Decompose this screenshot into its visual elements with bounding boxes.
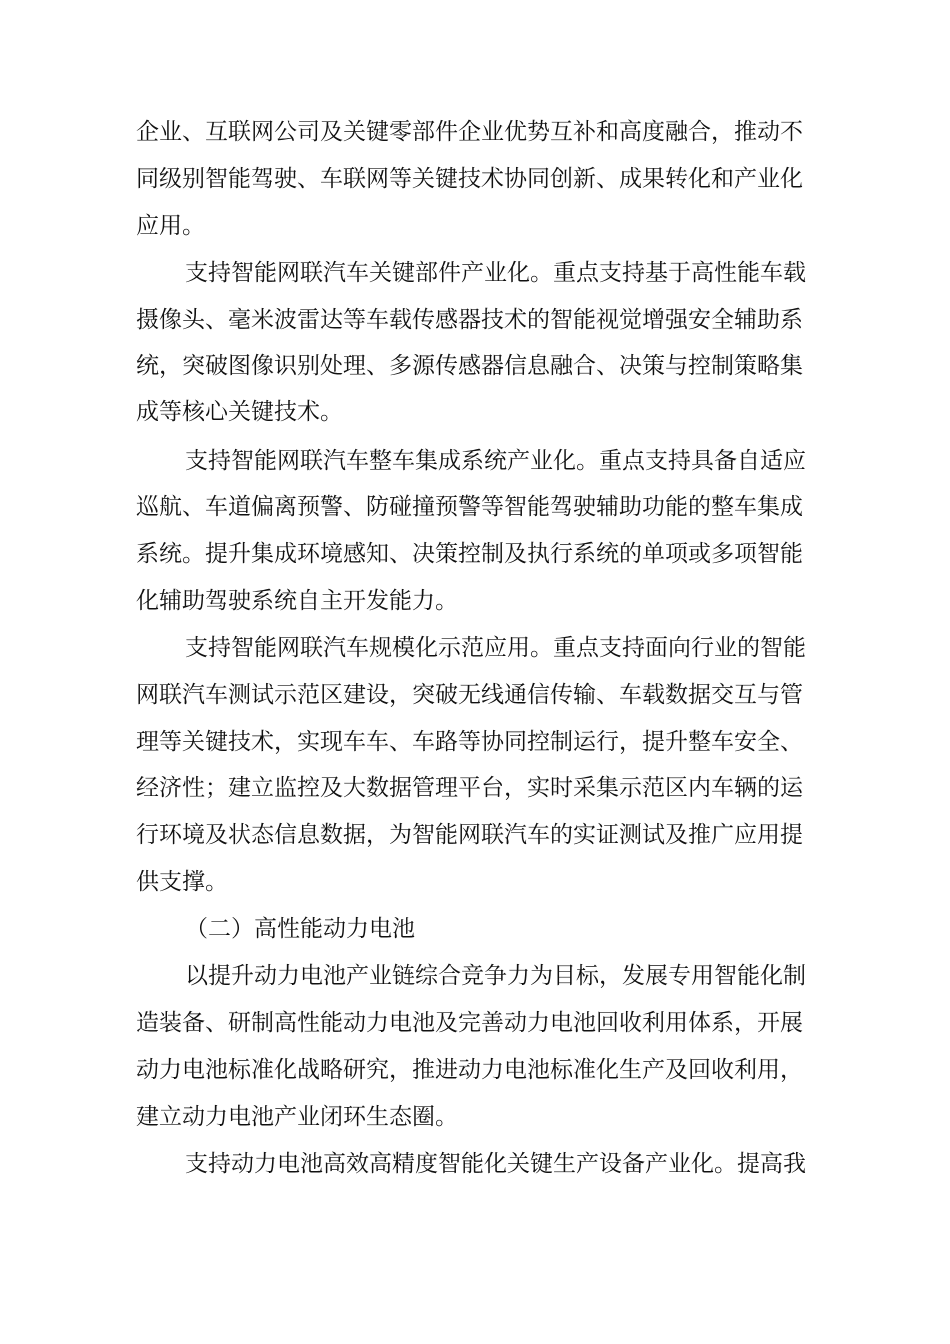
text-line: 企业、互联网公司及关键零部件企业优势互补和高度融合，推动不 xyxy=(136,119,803,145)
text-line: 化辅助驾驶系统自主开发能力。 xyxy=(136,588,458,614)
text-line: 支持智能网联汽车关键部件产业化。重点支持基于高性能车载 xyxy=(185,260,806,286)
text-line: 支持智能网联汽车整车集成系统产业化。重点支持具备自适应 xyxy=(185,448,806,474)
text-line: 供支撑。 xyxy=(136,869,228,895)
text-line: 动力电池标准化战略研究，推进动力电池标准化生产及回收利用， xyxy=(136,1057,803,1083)
text-line: 支持动力电池高效高精度智能化关键生产设备产业化。提高我 xyxy=(185,1151,806,1177)
text-line: 应用。 xyxy=(136,213,205,239)
text-line: 网联汽车测试示范区建设，突破无线通信传输、车载数据交互与管 xyxy=(136,682,803,708)
text-line: 行环境及状态信息数据，为智能网联汽车的实证测试及推广应用提 xyxy=(136,822,803,848)
text-line: 成等核心关键技术。 xyxy=(136,399,343,425)
section-heading: （二）高性能动力电池 xyxy=(185,916,415,942)
text-line: 同级别智能驾驶、车联网等关键技术协同创新、成果转化和产业化 xyxy=(136,166,803,192)
text-line: 理等关键技术，实现车车、车路等协同控制运行，提升整车安全、 xyxy=(136,729,803,755)
text-line: 巡航、车道偏离预警、防碰撞预警等智能驾驶辅助功能的整车集成 xyxy=(136,494,803,520)
text-line: 支持智能网联汽车规模化示范应用。重点支持面向行业的智能 xyxy=(185,635,806,661)
text-line: 建立动力电池产业闭环生态圈。 xyxy=(136,1104,458,1130)
text-line: 系统。提升集成环境感知、决策控制及执行系统的单项或多项智能 xyxy=(136,541,803,567)
text-line: 摄像头、毫米波雷达等车载传感器技术的智能视觉增强安全辅助系 xyxy=(136,307,803,333)
text-line: 经济性；建立监控及大数据管理平台，实时采集示范区内车辆的运 xyxy=(136,775,803,801)
text-line: 造装备、研制高性能动力电池及完善动力电池回收利用体系，开展 xyxy=(136,1010,803,1036)
text-line: 统，突破图像识别处理、多源传感器信息融合、决策与控制策略集 xyxy=(136,353,803,379)
text-line: 以提升动力电池产业链综合竞争力为目标，发展专用智能化制 xyxy=(185,963,806,989)
